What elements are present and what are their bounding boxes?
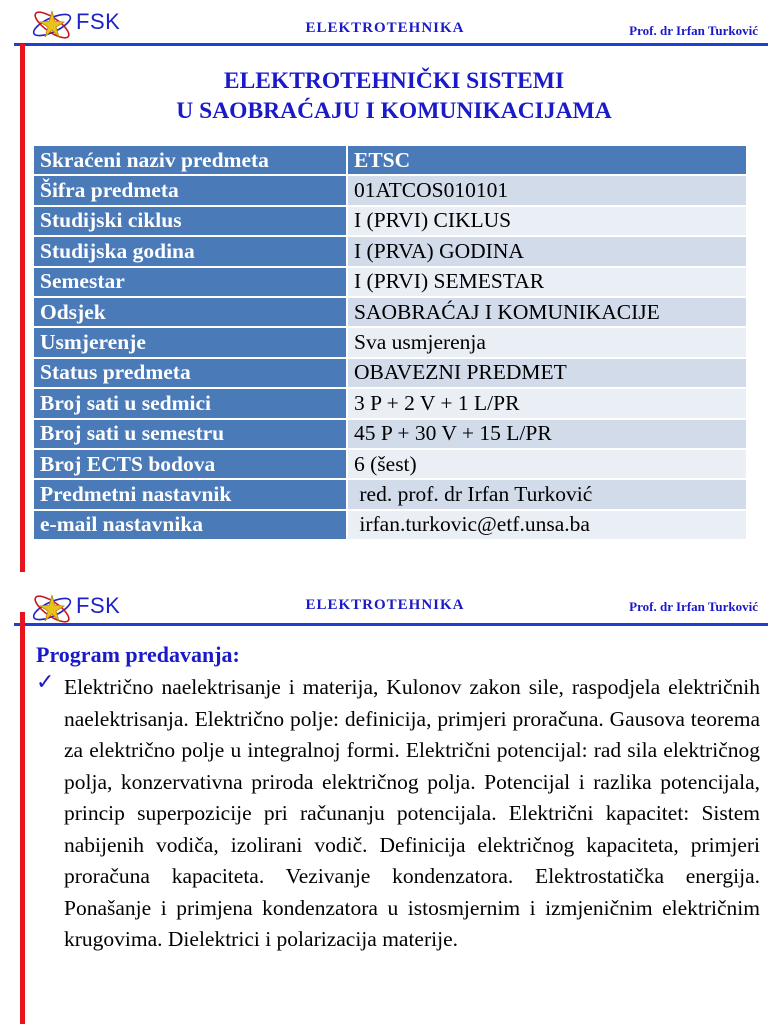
table-row [34,176,746,204]
logo-text: FSK [76,593,121,618]
row-value: OBAVEZNI PREDMET [348,359,746,387]
row-value: ETSC [348,146,746,174]
table-row [34,328,746,356]
table-row [34,298,746,326]
row-label: Status predmeta [34,359,346,387]
row-value: 3 P + 2 V + 1 L/PR [348,389,746,417]
row-label: Skraćeni naziv predmeta [34,146,346,174]
table-row [34,237,746,265]
table-row [34,511,746,539]
row-label: e-mail nastavnika [34,511,346,539]
lecture-program-text: Električno naelektrisanje i materija, Kulonov zakon sile, raspodjela električnih naelektrisanja. Električno polje: definicija, primjeri proračuna. Gausova teorema za električno polje u integralnoj formi. Električni potencijal: rad sila električnog polja, konzervativna priroda električnog polja. Potencijal i razlika potencijala, princip superpozicije pri računanju potencijala. Električni kapacitet: Sistem nabijenih vodiča, izolirani vodič. Definicija električnog kapaciteta, primjeri proračuna kapaciteta. Vezivanje kondenzatora. Elektrostatička energija. Ponašanje i primjena kondenzatora u istosmjernim i izmjeničnim električnim krugovima. Dielektrici i polarizacija materije. [64,675,760,951]
logo-text: FSK [76,9,121,34]
row-label: Usmjerenje [34,328,346,356]
row-value: I (PRVA) GODINA [348,237,746,265]
row-label: Broj ECTS bodova [34,450,346,478]
row-label: Šifra predmeta [34,176,346,204]
slide-2 [0,584,768,1024]
course-info-table [32,144,748,541]
page-title [40,66,748,126]
table-row [34,268,746,296]
row-value: SAOBRAĆAJ I KOMUNIKACIJE [348,298,746,326]
course-title: ELEKTROTEHNIKA [305,597,465,613]
row-value: irfan.turkovic@etf.unsa.ba [348,511,746,539]
header-divider [14,623,768,626]
table-row [34,207,746,235]
row-label: Odsjek [34,298,346,326]
side-accent-bar [20,44,25,572]
row-value: Sva usmjerenja [348,328,746,356]
author-name: Prof. dr Irfan Turković [629,23,758,38]
table-row [34,146,746,174]
table-row [34,420,746,448]
row-value: I (PRVI) SEMESTAR [348,268,746,296]
author-name: Prof. dr Irfan Turković [629,599,758,614]
course-title: ELEKTROTEHNIKA [305,20,465,36]
table-row [34,359,746,387]
row-value: 01ATCOS010101 [348,176,746,204]
fsk-logo [30,6,140,44]
row-value: I (PRVI) CIKLUS [348,207,746,235]
fsk-logo-icon [30,6,76,44]
row-value: 45 P + 30 V + 15 L/PR [348,420,746,448]
row-label: Broj sati u sedmici [34,389,346,417]
section-heading: Program predavanja: [36,642,240,667]
title-line-1: ELEKTROTEHNIČKI SISTEMI [223,68,565,94]
table-row [34,480,746,508]
row-label: Predmetni nastavnik [34,480,346,508]
header-divider [14,43,768,46]
row-label: Semestar [34,268,346,296]
title-line-2: U SAOBRAĆAJU I KOMUNIKACIJAMA [176,98,612,124]
row-label: Studijski ciklus [34,207,346,235]
side-accent-bar [20,612,25,1024]
check-icon: ✓ [36,670,55,695]
row-label: Broj sati u semestru [34,420,346,448]
row-value: red. prof. dr Irfan Turković [348,480,746,508]
row-label: Studijska godina [34,237,346,265]
row-value: 6 (šest) [348,450,746,478]
table-row [34,389,746,417]
table-row [34,450,746,478]
